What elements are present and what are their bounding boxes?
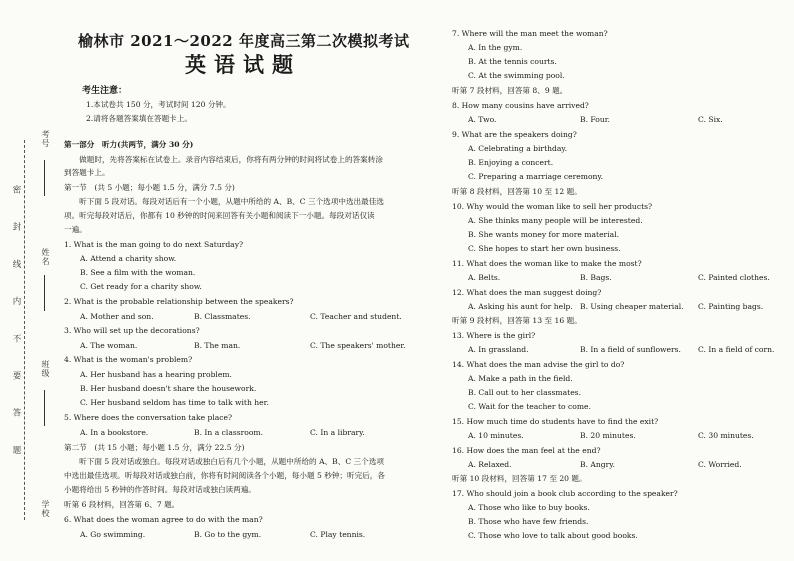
q12-option-a: A. Asking his aunt for help. bbox=[468, 302, 573, 311]
section2-intro-line1: 听下面 5 段对话或独白。每段对话或独白后有几个小题，从题中所给的 A、B、C 三个选项 bbox=[64, 457, 384, 466]
q14-option-a: A. Make a path in the field. bbox=[468, 374, 573, 383]
q2-option-b: B. Classmates. bbox=[194, 312, 251, 321]
section2-intro-line3: 小题将给出 5 秒钟的作答时间。每段对话或独白读两遍。 bbox=[64, 485, 256, 494]
q17-option-b: B. Those who have few friends. bbox=[468, 517, 589, 526]
question-16: 16. How does the man feel at the end? bbox=[452, 446, 601, 455]
question-8: 8. How many cousins have arrived? bbox=[452, 101, 589, 110]
q13-option-b: B. In a field of sunflowers. bbox=[580, 345, 681, 354]
section1-intro-line3: 一遍。 bbox=[64, 225, 87, 234]
q11-option-a: A. Belts. bbox=[468, 273, 501, 282]
question-14: 14. What does the man advise the girl to do? bbox=[452, 360, 625, 369]
question-5: 5. Where does the conversation take place? bbox=[64, 413, 233, 422]
q5-option-b: B. In a classroom. bbox=[194, 428, 264, 437]
section1-intro-line2: 项。听完每段对话后，你都有 10 秒钟的时间来回答有关小题和阅读下一小题。每段对话仅读 bbox=[64, 211, 375, 220]
q14-option-c: C. Wait for the teacher to come. bbox=[468, 402, 591, 411]
notice-heading: 考生注意： bbox=[82, 86, 128, 96]
listen-material-9: 听第 9 段材料，回答第 13 至 16 题。 bbox=[452, 316, 582, 325]
q9-option-b: B. Enjoying a concert. bbox=[468, 158, 554, 167]
subject-title: 英语试题 bbox=[185, 52, 301, 77]
q14-option-b: B. Call out to her classmates. bbox=[468, 388, 581, 397]
q12-option-c: C. Painting bags. bbox=[698, 302, 764, 311]
class-line bbox=[44, 390, 45, 426]
question-12: 12. What does the man suggest doing? bbox=[452, 288, 602, 297]
part1-intro-line1: 做题时，先将答案标在试卷上。录音内容结束后，你将有两分钟的时间将试卷上的答案转涂 bbox=[64, 155, 383, 164]
exam-title: 榆林市 2021～2022 年度高三第二次模拟考试 bbox=[78, 32, 410, 50]
q13-option-c: C. In a field of corn. bbox=[698, 345, 775, 354]
school-label: 学校 bbox=[41, 500, 50, 518]
class-label: 班级 bbox=[41, 360, 50, 378]
q10-option-a: A. She thinks many people will be interested. bbox=[468, 216, 643, 225]
q12-option-b: B. Using cheaper material. bbox=[580, 302, 684, 311]
question-2: 2. What is the probable relationship between the speakers? bbox=[64, 297, 294, 306]
q5-option-a: A. In a bookstore. bbox=[80, 428, 149, 437]
q2-option-a: A. Mother and son. bbox=[80, 312, 154, 321]
q17-option-a: A. Those who like to buy books. bbox=[468, 503, 590, 512]
q15-option-a: A. 10 minutes. bbox=[468, 431, 524, 440]
notice-item-2: 2.请将各题答案填在答题卡上。 bbox=[86, 114, 192, 123]
q15-option-c: C. 30 minutes. bbox=[698, 431, 754, 440]
listen-material-10: 听第 10 段材料，回答第 17 至 20 题。 bbox=[452, 474, 587, 483]
q17-option-c: C. Those who love to talk about good books. bbox=[468, 531, 638, 540]
q8-option-c: C. Six. bbox=[698, 115, 723, 124]
q9-option-c: C. Preparing a marriage ceremony. bbox=[468, 172, 604, 181]
q4-option-a: A. Her husband has a hearing problem. bbox=[80, 370, 232, 379]
q7-option-b: B. At the tennis courts. bbox=[468, 57, 557, 66]
q10-option-b: B. She wants money for more material. bbox=[468, 230, 619, 239]
q15-option-b: B. 20 minutes. bbox=[580, 431, 636, 440]
q11-option-b: B. Bags. bbox=[580, 273, 612, 282]
exam-number-label: 考号 bbox=[41, 130, 50, 148]
q1-option-b: B. See a film with the woman. bbox=[80, 268, 196, 277]
q1-option-a: A. Attend a charity show. bbox=[80, 254, 177, 263]
question-11: 11. What does the woman like to make the most? bbox=[452, 259, 642, 268]
q1-option-c: C. Get ready for a charity show. bbox=[80, 282, 202, 291]
part1-title: 第一部分 听力(共两节，满分 30 分) bbox=[64, 140, 194, 149]
q13-option-a: A. In grassland. bbox=[468, 345, 529, 354]
q3-option-a: A. The woman. bbox=[80, 341, 138, 350]
q11-option-c: C. Painted clothes. bbox=[698, 273, 770, 282]
question-6: 6. What does the woman agree to do with the man? bbox=[64, 515, 263, 524]
seal-line-notice: 密 封 线 内 不 要 答 题 bbox=[11, 185, 21, 467]
section1-title: 第一节 (共 5 小题；每小题 1.5 分，满分 7.5 分) bbox=[64, 183, 235, 192]
question-9: 9. What are the speakers doing? bbox=[452, 130, 577, 139]
name-label: 姓名 bbox=[41, 248, 50, 266]
seal-dash-line bbox=[24, 140, 25, 520]
section1-intro-line1: 听下面 5 段对话。每段对话后有一个小题，从题中所给的 A、B、C 三个选项中选出最佳选 bbox=[64, 197, 384, 206]
q6-option-a: A. Go swimming. bbox=[80, 530, 146, 539]
q5-option-c: C. In a library. bbox=[310, 428, 365, 437]
q16-option-c: C. Worried. bbox=[698, 460, 742, 469]
q16-option-a: A. Relaxed. bbox=[468, 460, 512, 469]
q7-option-c: C. At the swimming pool. bbox=[468, 71, 565, 80]
question-1: 1. What is the man going to do next Saturday? bbox=[64, 240, 244, 249]
binding-margin bbox=[0, 0, 58, 561]
part1-intro-line2: 到答题卡上。 bbox=[64, 168, 110, 177]
q6-option-b: B. Go to the gym. bbox=[194, 530, 262, 539]
question-13: 13. Where is the girl? bbox=[452, 331, 536, 340]
q8-option-b: B. Four. bbox=[580, 115, 610, 124]
q8-option-a: A. Two. bbox=[468, 115, 497, 124]
question-7: 7. Where will the man meet the woman? bbox=[452, 29, 608, 38]
section2-title: 第二节 (共 15 小题；每小题 1.5 分，满分 22.5 分) bbox=[64, 443, 245, 452]
q4-option-b: B. Her husband doesn't share the housework. bbox=[80, 384, 257, 393]
q3-option-c: C. The speakers' mother. bbox=[310, 341, 406, 350]
q6-option-c: C. Play tennis. bbox=[310, 530, 366, 539]
q10-option-c: C. She hopes to start her own business. bbox=[468, 244, 621, 253]
question-17: 17. Who should join a book club according to the speaker? bbox=[452, 489, 678, 498]
q2-option-c: C. Teacher and student. bbox=[310, 312, 402, 321]
q7-option-a: A. In the gym. bbox=[468, 43, 523, 52]
notice-item-1: 1.本试卷共 150 分，考试时间 120 分钟。 bbox=[86, 100, 231, 109]
question-15: 15. How much time do students have to find the exit? bbox=[452, 417, 659, 426]
listen-material-6: 听第 6 段材料，回答第 6、7 题。 bbox=[64, 500, 180, 509]
q16-option-b: B. Angry. bbox=[580, 460, 615, 469]
question-4: 4. What is the woman's problem? bbox=[64, 355, 193, 364]
q3-option-b: B. The man. bbox=[194, 341, 241, 350]
name-line bbox=[44, 275, 45, 311]
q4-option-c: C. Her husband seldom has time to talk with her. bbox=[80, 398, 269, 407]
question-3: 3. Who will set up the decorations? bbox=[64, 326, 200, 335]
q9-option-a: A. Celebrating a birthday. bbox=[468, 144, 568, 153]
listen-material-8: 听第 8 段材料，回答第 10 至 12 题。 bbox=[452, 187, 582, 196]
exam-number-line bbox=[44, 160, 45, 196]
listen-material-7: 听第 7 段材料，回答第 8、9 题。 bbox=[452, 86, 568, 95]
question-10: 10. Why would the woman like to sell her products? bbox=[452, 202, 653, 211]
section2-intro-line2: 中选出最佳选项。听每段对话或独白前，你将有时间阅读各个小题，每小题 5 秒钟；听完后，各 bbox=[64, 471, 385, 480]
